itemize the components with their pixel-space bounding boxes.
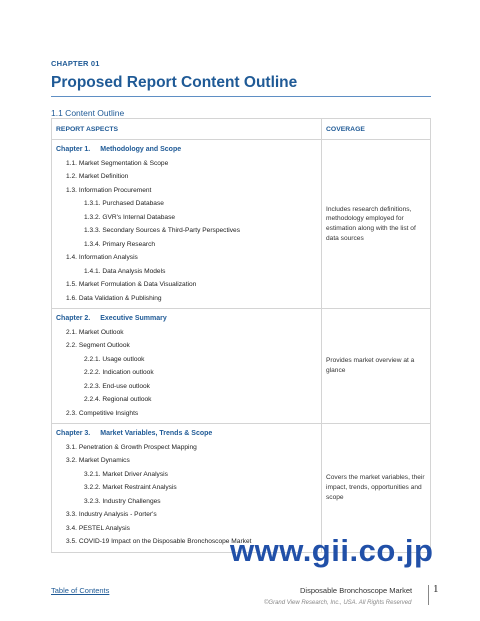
copyright-notice: ©Grand View Research, Inc., USA. All Rights Reserved bbox=[264, 600, 412, 606]
chapter-title: Executive Summary bbox=[100, 315, 167, 322]
outline-item: 3.2. Market Dynamics bbox=[66, 457, 130, 464]
column-header-coverage: COVERAGE bbox=[322, 119, 431, 140]
chapter-label: CHAPTER 01 bbox=[51, 59, 100, 68]
outline-item: 2.2.3. End-use outlook bbox=[84, 382, 150, 390]
watermark-url: www.gii.co.jp bbox=[230, 533, 434, 568]
content-outline-table bbox=[51, 118, 431, 553]
chapter-row bbox=[52, 309, 431, 424]
coverage-cell: Covers the market variables, their impact, trends, opportunities and scope bbox=[322, 424, 431, 553]
outline-item: 3.2.2. Market Restraint Analysis bbox=[84, 484, 177, 491]
chapter-number: Chapter 1. bbox=[56, 146, 91, 153]
outline-item: 2.1. Market Outlook bbox=[66, 328, 124, 336]
outline-item: 3.3. Industry Analysis - Porter's bbox=[66, 511, 157, 518]
page-number: 1 bbox=[433, 583, 439, 595]
outline-item: 2.2.4. Regional outlook bbox=[84, 396, 152, 403]
chapter-title: Market Variables, Trends & Scope bbox=[100, 430, 213, 437]
outline-item: 2.2.1. Usage outlook bbox=[84, 355, 145, 363]
outline-item: 1.3.2. GVR's Internal Database bbox=[84, 213, 176, 221]
page-title: Proposed Report Content Outline bbox=[51, 74, 298, 91]
chapter-row bbox=[52, 140, 431, 309]
outline-item: 1.3.3. Secondary Sources & Third-Party Perspectives bbox=[84, 227, 241, 234]
outline-item: 1.5. Market Formulation & Data Visualization bbox=[66, 281, 197, 288]
outline-item: 3.4. PESTEL Analysis bbox=[66, 524, 130, 532]
footer-divider bbox=[428, 585, 429, 605]
outline-item: 3.1. Penetration & Growth Prospect Mapping bbox=[66, 443, 197, 451]
outline-item: 3.2.3. Industry Challenges bbox=[84, 497, 161, 505]
outline-item: 1.3.4. Primary Research bbox=[84, 240, 156, 248]
chapter-heading bbox=[56, 427, 321, 441]
outline-item: 1.1. Market Segmentation & Scope bbox=[66, 159, 169, 167]
chapter-number: Chapter 2. bbox=[56, 315, 91, 322]
footer-market-name: Disposable Bronchoscope Market bbox=[300, 586, 413, 595]
chapter-heading bbox=[56, 143, 321, 157]
coverage-cell: Includes research definitions, methodology employed for estimation along with the list of data sources bbox=[322, 140, 431, 309]
outline-item: 1.6. Data Validation & Publishing bbox=[66, 294, 162, 302]
outline-item: 1.2. Market Definition bbox=[66, 173, 129, 180]
report-aspects-cell bbox=[52, 309, 322, 424]
table-header-row bbox=[52, 119, 431, 140]
table-body bbox=[52, 140, 431, 553]
outline-item: 1.3. Information Procurement bbox=[66, 186, 152, 194]
title-divider bbox=[51, 96, 431, 97]
outline-item: 3.2.1. Market Driver Analysis bbox=[84, 470, 168, 478]
chapter-heading bbox=[56, 312, 321, 326]
coverage-cell: Provides market overview at a glance bbox=[322, 309, 431, 424]
table-of-contents-link[interactable]: Table of Contents bbox=[51, 586, 110, 595]
outline-item: 2.2. Segment Outlook bbox=[66, 342, 130, 349]
section-title: 1.1 Content Outline bbox=[51, 108, 125, 118]
outline-item: 2.2.2. Indication outlook bbox=[84, 369, 154, 376]
outline-item: 1.4.1. Data Analysis Models bbox=[84, 267, 166, 275]
outline-item: 1.4. Information Analysis bbox=[66, 254, 138, 261]
chapter-title: Methodology and Scope bbox=[100, 146, 182, 153]
column-header-report-aspects: REPORT ASPECTS bbox=[52, 119, 322, 140]
report-aspects-cell bbox=[52, 140, 322, 309]
outline-item: 3.5. COVID-19 Impact on the Disposable Bronchoscope Market bbox=[66, 538, 252, 545]
chapter-number: Chapter 3. bbox=[56, 430, 91, 437]
outline-item: 2.3. Competitive Insights bbox=[66, 409, 139, 417]
outline-item: 1.3.1. Purchased Database bbox=[84, 200, 164, 207]
